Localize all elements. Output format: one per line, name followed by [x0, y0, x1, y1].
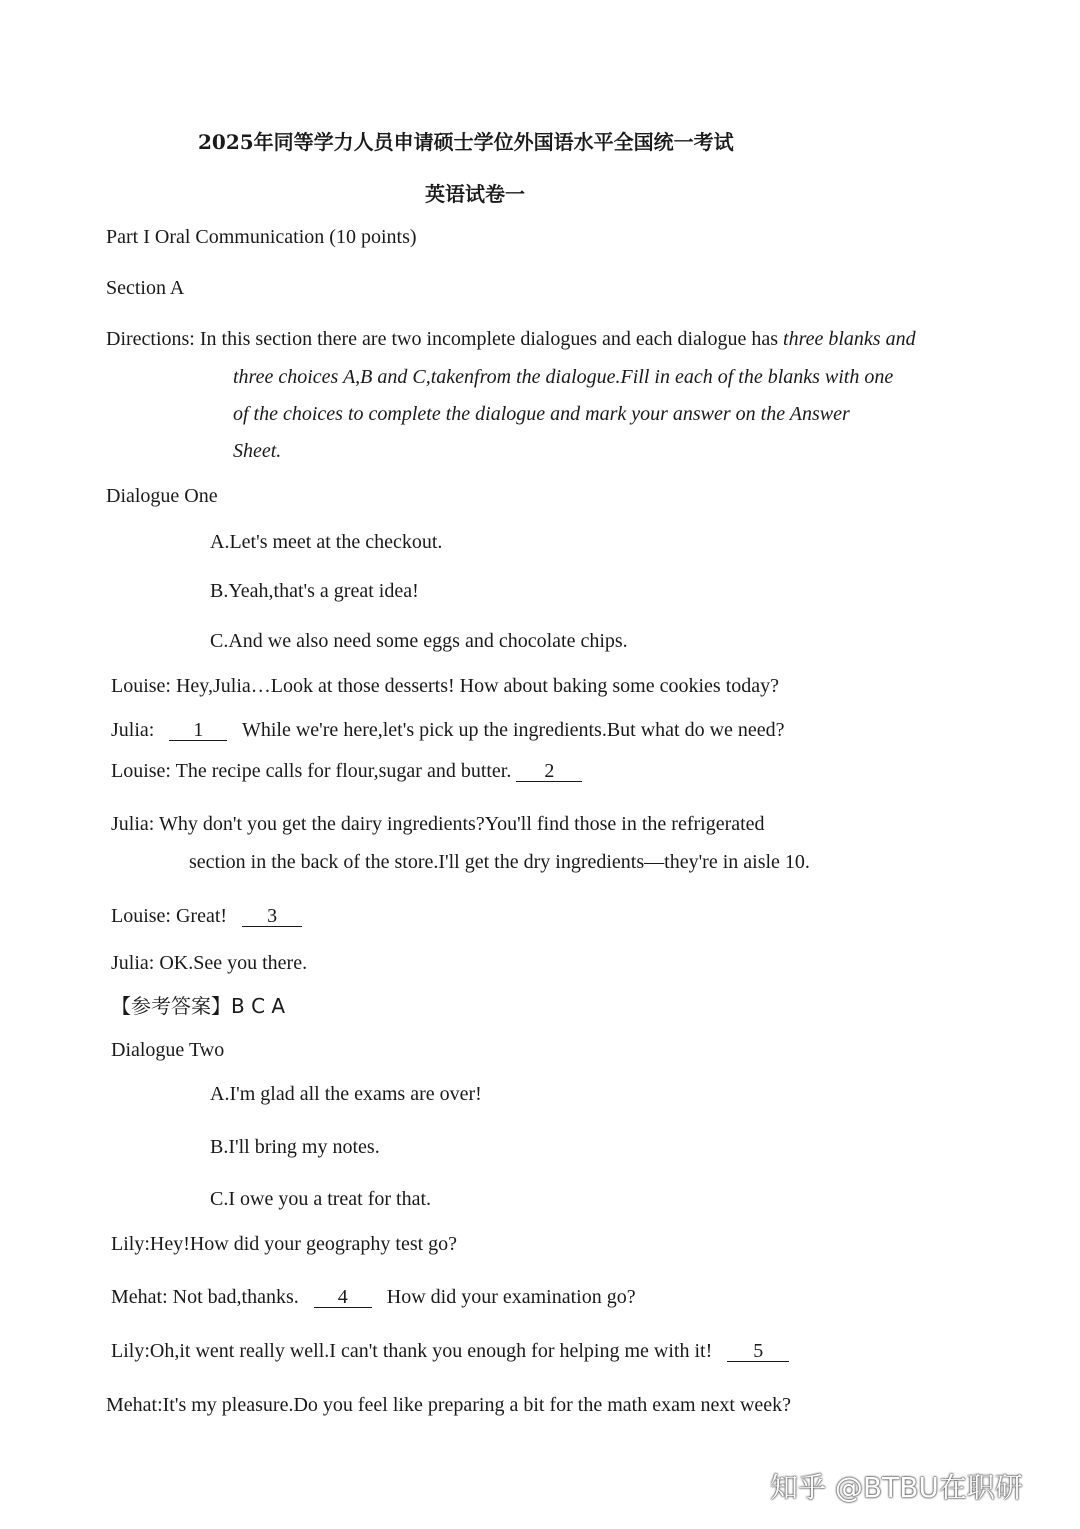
- directions-line-2: three choices A,B and C,takenfrom the dialogue.Fill in each of the blanks with one: [233, 366, 894, 388]
- line-text: Lily:Oh,it went really well.I can't thank you enough for helping me with it!: [111, 1340, 713, 1362]
- dialogue-two-heading: Dialogue Two: [111, 1039, 225, 1061]
- watermark: 知乎 @BTBU在职研: [770, 1471, 1023, 1504]
- part-heading: Part I Oral Communication (10 points): [106, 226, 417, 248]
- dialogue-two-option-c: C.I owe you a treat for that.: [210, 1188, 432, 1210]
- dialogue-one-option-a: A.Let's meet at the checkout.: [210, 531, 443, 553]
- line-text: Mehat: Not bad,thanks.: [111, 1286, 299, 1308]
- directions-line-1: [106, 328, 916, 351]
- dialogue-one-line-6: Julia: OK.See you there.: [111, 952, 308, 974]
- dialogue-one-line-2: [111, 719, 785, 742]
- blank-3: 3: [242, 906, 302, 927]
- reference-answer: 【参考答案】B C A: [111, 994, 286, 1018]
- line-text: How did your examination go?: [386, 1286, 636, 1308]
- dialogue-one-option-c: C.And we also need some eggs and chocolate chips.: [210, 630, 628, 652]
- directions-text: In this section there are two incomplete dialogues and each dialogue has: [199, 328, 779, 350]
- dialogue-one-line-1: Louise: Hey,Julia…Look at those desserts! How about baking some cookies today?: [111, 675, 780, 697]
- dialogue-two-line-3: [111, 1340, 789, 1363]
- dialogue-one-line-3: [111, 760, 582, 783]
- dialogue-two-line-4: Mehat:It's my pleasure.Do you feel like preparing a bit for the math exam next week?: [106, 1394, 792, 1416]
- blank-4: 4: [314, 1287, 372, 1308]
- dialogue-one-line-4b: section in the back of the store.I'll get the dry ingredients—they're in aisle 10.: [189, 851, 810, 873]
- dialogue-one-line-5: [111, 905, 302, 928]
- blank-1: 1: [169, 720, 227, 741]
- blank-5: 5: [727, 1341, 789, 1362]
- speaker: Julia:: [111, 719, 155, 741]
- line-text: Louise: Great!: [111, 905, 228, 927]
- blank-2: 2: [516, 761, 582, 782]
- directions-line-4: Sheet.: [233, 440, 282, 462]
- directions-label: Directions:: [106, 328, 195, 350]
- directions-line-3: of the choices to complete the dialogue and mark your answer on the Answer: [233, 403, 850, 425]
- line-text: While we're here,let's pick up the ingredients.But what do we need?: [241, 719, 785, 741]
- directions-italic: three blanks and: [783, 328, 916, 350]
- dialogue-two-option-a: A.I'm glad all the exams are over!: [210, 1083, 482, 1105]
- page-subtitle: 英语试卷一: [425, 182, 525, 206]
- dialogue-two-line-2: [111, 1286, 636, 1309]
- dialogue-two-line-1: Lily:Hey!How did your geography test go?: [111, 1233, 458, 1255]
- page-title: 2025年同等学力人员申请硕士学位外国语水平全国统一考试: [198, 130, 734, 154]
- section-heading: Section A: [106, 277, 185, 299]
- dialogue-two-option-b: B.I'll bring my notes.: [210, 1136, 380, 1158]
- line-text: Louise: The recipe calls for flour,sugar and butter.: [111, 760, 512, 782]
- dialogue-one-option-b: B.Yeah,that's a great idea!: [210, 580, 419, 602]
- dialogue-one-line-4a: Julia: Why don't you get the dairy ingredients?You'll find those in the refrigerated: [111, 813, 765, 835]
- dialogue-one-heading: Dialogue One: [106, 485, 218, 507]
